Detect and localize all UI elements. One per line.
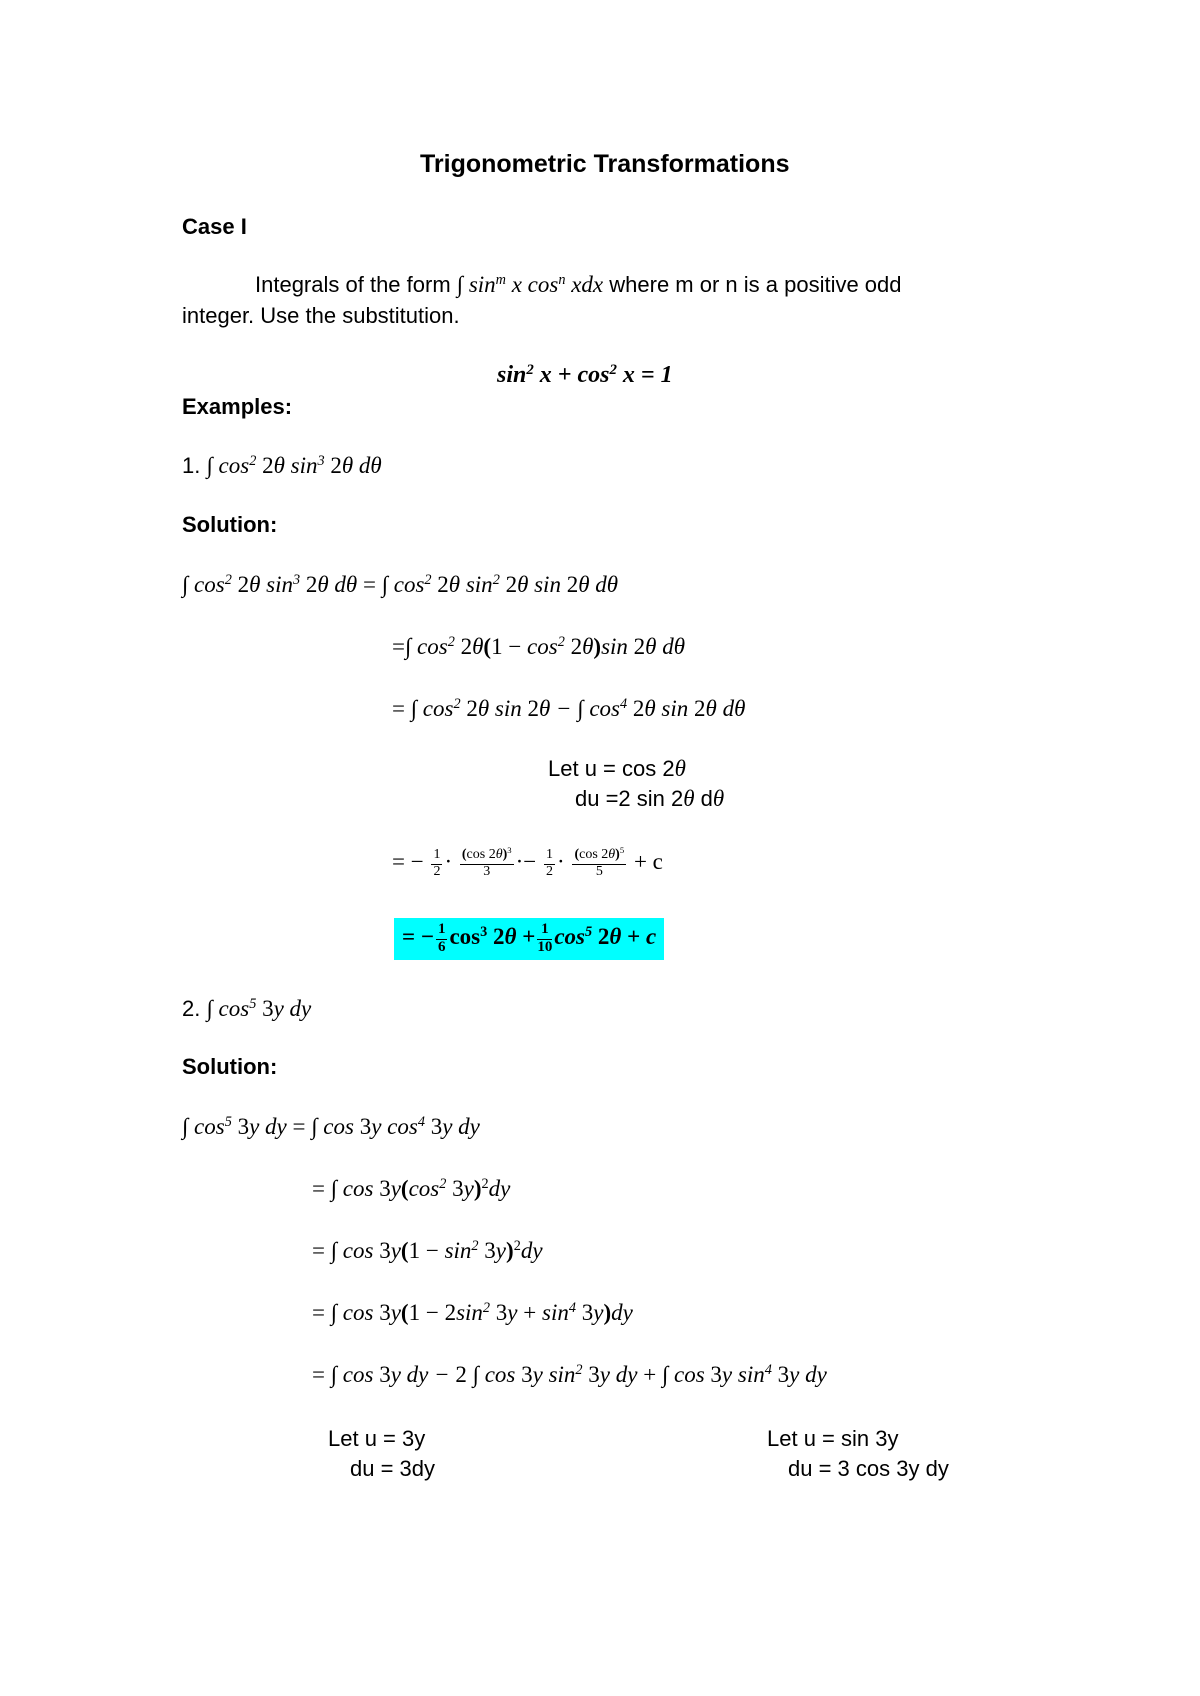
plus-c: + c [633, 848, 663, 874]
example-2-right-du: du = 3 cos 3y dy [788, 1456, 949, 1481]
example-2-solution-label: Solution: [182, 1054, 278, 1079]
examples-heading: Examples: [182, 394, 293, 419]
example-2-left-du: du = 3dy [350, 1456, 436, 1481]
example-1-du [575, 786, 724, 812]
intro-prefix: Integrals of the form [255, 272, 457, 297]
example-2-problem [182, 996, 311, 1022]
intro-integral-expr: ∫ $\sin^m x$ $\cos^n$ xdx [456, 272, 604, 297]
example-2-step-4: = ∫ $\cos 3y(1 - 2\sin^2$ $3y + \sin^4 3y)dy$ [312, 1300, 633, 1325]
theta-symbol: θ [674, 756, 686, 781]
identity-equation: $\sin^2 x + \cos^2 x = 1$ [497, 361, 673, 388]
example-1-problem [182, 453, 382, 479]
example-1-step-1: ∫ $\cos^2 2\theta$ $\sin^3 2\theta$ dθ = ∫ $\cos^2 2\theta$ $\sin^2 2\theta$ sin 2θ dθ [182, 572, 619, 597]
fraction: $\frac{(\cos 2\theta)^3}{3}$ [461, 845, 512, 879]
example-2-step-2: = ∫ $\cos 3y(\cos^2$ 3y)$^2$dy [312, 1176, 511, 1201]
example-1-step-3: = ∫ $\cos^2 2\theta$ sin 2θ − ∫ $\cos^4 2\theta$ sin 2θ dθ [392, 696, 746, 721]
example-2-step-1: ∫ $\cos^5 3y$ dy = ∫ cos 3y $\cos^4 3y$ dy [182, 1114, 480, 1139]
fraction: $\frac{(\cos 2\theta)^5}{5}$ [574, 845, 625, 879]
example-1-final-answer: = − $\frac{1}{6}$ $\cos^3 2\theta$ + $\frac{1}{10}$ $\cos^5 2\theta + c$ [394, 918, 664, 960]
example-1-integral: ∫ $\cos^2 2\theta$ $\sin^3 2\theta$ dθ [206, 453, 382, 478]
fraction: $\frac{1}{2}$ [433, 847, 441, 879]
example-1-let-u-text: Let u = cos 2 [548, 756, 675, 781]
example-2-step-3: = ∫ $\cos 3y(1 - \sin^2 3y)^2dy$ [312, 1238, 543, 1263]
intro-line-2: integer. Use the substitution. [182, 303, 460, 328]
intro-line-1 [255, 272, 902, 298]
example-1-step-4: = − $\frac{1}{2}$ · $\frac{(\cos 2\theta)^3}{3}$ ·− $\frac{1}{2}$ · $\frac{(\cos 2\theta)^5}{5}$ + c [392, 845, 663, 879]
fraction: $\frac{1}{10}$ [537, 921, 553, 955]
example-2-left-let-u: Let u = 3y [328, 1426, 426, 1451]
example-1-solution-label: Solution: [182, 512, 278, 537]
example-2-number: 2. [182, 996, 201, 1021]
theta-symbol: θ [683, 786, 695, 811]
example-2-right-let-u: Let u = sin 3y [767, 1426, 899, 1451]
example-1-let-u [548, 756, 686, 782]
example-2-integral: ∫ $\cos^5 3y$ dy [206, 996, 312, 1021]
intro-suffix: where m or n is a positive odd [603, 272, 902, 297]
example-2-step-5: = ∫ cos 3y dy − 2 ∫ cos 3y $\sin^2 3y$ dy + ∫ cos 3y $\sin^4 3y$ dy [312, 1362, 827, 1387]
fraction: $\frac{1}{6}$ [437, 921, 446, 955]
theta-symbol: θ [712, 786, 725, 811]
page-title: Trigonometric Transformations [420, 150, 790, 178]
example-1-du-tail: d [694, 786, 713, 811]
case-heading: Case I [182, 214, 247, 239]
fraction: $\frac{1}{2}$ [546, 847, 554, 879]
example-1-du-text: du =2 sin 2 [575, 786, 684, 811]
example-1-number: 1. [182, 453, 201, 478]
example-1-step-2: =∫ $\cos^2 2\theta(1 - \cos^2 2\theta)\sin$ 2θ dθ [392, 634, 686, 659]
